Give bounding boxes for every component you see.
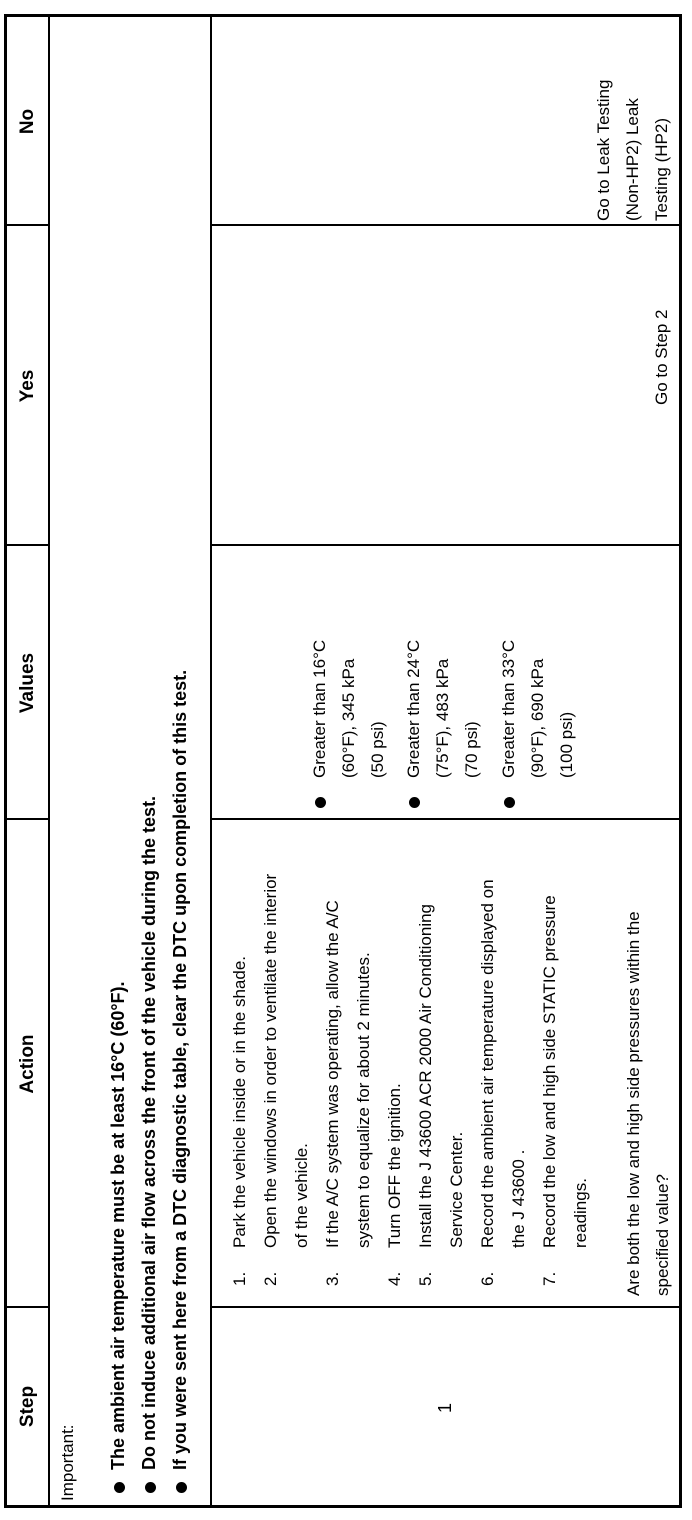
bullet-dot-icon (176, 1482, 187, 1493)
important-bullet: Do not induce additional air flow across the front of the vehicle during the test. (139, 796, 160, 1493)
yes-result: Go to Step 2 (652, 309, 671, 405)
important-label: Important: (58, 1424, 77, 1501)
action-item: 5. Install the J 43600 ACR 2000 Air Conditioning Service Center. (416, 903, 466, 1286)
action-item: 2. Open the windows in order to ventilate the interior of the vehicle. (261, 873, 311, 1286)
header-no: No (7, 17, 50, 226)
bullet-dot-icon (315, 797, 326, 808)
step-question: Are both the low and high side pressures within the specified value? (624, 911, 672, 1296)
divider (212, 818, 679, 820)
action-item: 7. Record the low and high side STATIC pressure readings. (540, 895, 590, 1286)
value-item: Greater than 16°C (60°F), 345 kPa (50 psi) (305, 508, 392, 818)
header-step: Step (7, 1308, 50, 1505)
divider (7, 818, 50, 820)
no-result: Go to Leak Testing (Non-HP2) Leak Testing (HP2) (594, 79, 671, 221)
value-item: Greater than 33°C (90°F), 690 kPa (100 psi) (494, 508, 581, 818)
bullet-dot-icon (114, 1482, 125, 1493)
bullet-dot-icon (145, 1482, 156, 1493)
action-item: 3. If the A/C system was operating, allow the A/C system to equalize for about 2 minutes. (323, 900, 373, 1286)
divider (210, 17, 212, 1505)
important-bullet: The ambient air temperature must be at least 16°C (60°F). (108, 981, 129, 1493)
header-action: Action (7, 820, 50, 1308)
step-number: 1 (435, 1402, 455, 1413)
divider (7, 544, 50, 546)
bullet-dot-icon (504, 797, 515, 808)
diagnostic-table (4, 14, 682, 1508)
action-item: 4. Turn OFF the ignition. (385, 1083, 404, 1286)
action-item: 1. Park the vehicle inside or in the shade. (230, 955, 249, 1286)
action-item: 6. Record the ambient air temperature displayed on the J 43600 . (478, 879, 528, 1286)
header-values: Values (7, 546, 50, 820)
important-bullet: If you were sent here from a DTC diagnostic table, clear the DTC upon completion of this test. (170, 670, 191, 1493)
divider (7, 1306, 50, 1308)
value-item: Greater than 24°C (75°F), 483 kPa (70 psi) (399, 508, 486, 818)
important-notice (50, 17, 212, 1505)
action-list (224, 822, 596, 1306)
divider (212, 224, 679, 226)
divider (212, 1306, 679, 1308)
bullet-dot-icon (409, 797, 420, 808)
header-yes: Yes (7, 226, 50, 546)
divider (7, 224, 50, 226)
